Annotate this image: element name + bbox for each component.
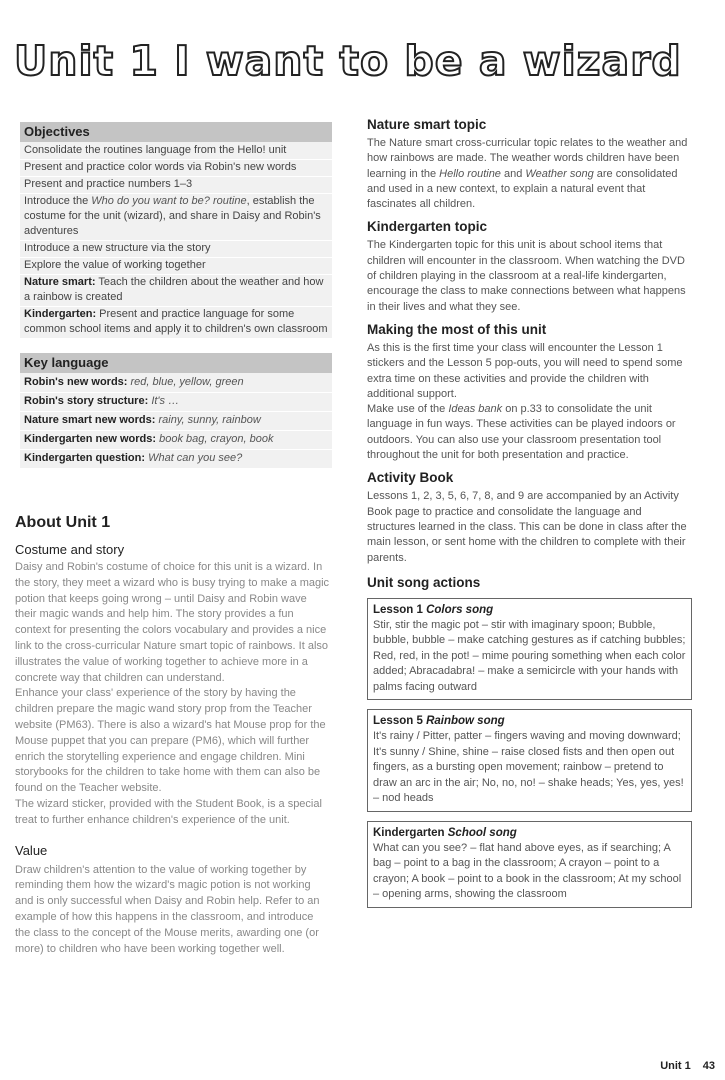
key-language-item: Kindergarten question: What can you see? [20, 450, 332, 469]
value-heading: Value [15, 842, 48, 858]
song-box-kindergarten [367, 821, 692, 908]
key-language-item: Robin's new words: red, blue, yellow, green [20, 374, 332, 393]
objective-item: Present and practice color words via Robin's new words [20, 160, 332, 177]
footer-unit: Unit 1 [660, 1060, 691, 1072]
key-language-item: Kindergarten new words: book bag, crayon, book [20, 431, 332, 450]
nature-paragraph: The Nature smart cross-curricular topic relates to the weather and how rainbows are made. The weather words children have been learning in the Hello routine and Weather song are consolidated and used in a new context, to explain a natural event that fascinates all children. [367, 137, 688, 211]
song-title: Kindergarten School song [373, 826, 517, 839]
objective-item: Consolidate the routines language from the Hello! unit [20, 143, 332, 160]
making-most-paragraph: As this is the first time your class will encounter the Lesson 1 stickers and the Lesson 5 pop-outs, you will need to spend some extra time on these activities and provide the children with additional support. [367, 341, 683, 400]
key-language-item: Nature smart new words: rainy, sunny, rainbow [20, 412, 332, 431]
left-column [15, 122, 332, 955]
objectives-heading: Objectives [20, 122, 332, 142]
song-text: What can you see? – flat hand above eyes, as if searching; A bag – point to a bag in the classroom; A crayon – point to a crayon; A book – point to a book in the classroom; At my school – opening arms, showing the classroom [373, 841, 682, 901]
activity-book-paragraph: Lessons 1, 2, 3, 5, 6, 7, 8, and 9 are accompanied by an Activity Book page to practice and consolidate the language and structures learned in the class. This can be done in class after the main lesson, or sent home with the children to complete with their parents. [367, 490, 687, 564]
page-title: Unit 1 I want to be a wizard [14, 37, 682, 85]
kindergarten-heading: Kindergarten topic [367, 219, 488, 235]
about-unit-section [15, 514, 331, 957]
page-number: 43 [702, 1060, 715, 1072]
objective-item: Kindergarten: Present and practice language for some common school items and apply it to children's own classroom [20, 307, 332, 339]
nature-heading: Nature smart topic [367, 117, 487, 132]
song-title: Lesson 5 Rainbow song [373, 715, 505, 728]
costume-paragraph: The wizard sticker, provided with the Student Book, is a special treat to further enhance children's experience of the unit. [15, 797, 322, 826]
costume-paragraph: Enhance your class' experience of the story by having the children prepare the magic wand story prop from the Teacher website (PM63). There is also a wizard's hat Mouse prop for the Mouse puppet that you can prepare (PM6), which will further enrich the storytelling experience and engage children. Mini storybooks for the children to take home with them can also be found on the Teacher website. [15, 687, 326, 795]
key-language-item: Robin's story structure: It's … [20, 393, 332, 412]
key-language-heading: Key language [20, 353, 332, 373]
song-box-lesson-1 [367, 598, 692, 701]
page-footer [648, 1060, 715, 1072]
objective-item: Introduce a new structure via the story [20, 241, 332, 258]
key-language-box [20, 353, 332, 469]
song-title: Lesson 1 Colors song [373, 603, 494, 616]
costume-heading: Costume and story [15, 542, 125, 557]
making-most-heading: Making the most of this unit [367, 321, 547, 337]
objective-item: Nature smart: Teach the children about the weather and how a rainbow is created [20, 275, 332, 307]
objective-item: Present and practice numbers 1–3 [20, 177, 332, 194]
making-most-paragraph: Make use of the Ideas bank on p.33 to consolidate the unit language in fun ways. These activities can be played indoors or outdoors. You can also use your classroom presentation tool throughout the unit for both presentation and practice. [367, 403, 676, 462]
objective-item: Introduce the Who do you want to be? routine, establish the costume for the unit (wizard), and share in Daisy and Robin's adventures [20, 194, 332, 241]
song-actions-heading: Unit song actions [367, 574, 481, 590]
kindergarten-paragraph: The Kindergarten topic for this unit is about school items that children will encounter in the classroom. When watching the DVD of children playing in the classroom at a real-life kindergarten, encourage the class to make connections between what happens in their lives and what they see. [367, 239, 686, 313]
activity-book-heading: Activity Book [367, 470, 454, 486]
song-text: It's rainy / Pitter, patter – fingers waving and moving downward; It's sunny / Shine, shine – raise closed fists and then open out fingers, as a bursting open movement; rainbow – pretend to draw an arc in the air; No, no, no! – shake heads; Yes, yes, yes! – nod heads [373, 730, 684, 805]
song-text: Stir, stir the magic pot – stir with imaginary spoon; Bubble, bubble, bubble – make catching gestures as if catching bubbles; Red, red, in the pot! – mime pouring something when each color added; Abracadabra! – make a semicircle with your hands with palms facing outward [373, 618, 686, 693]
song-box-lesson-5 [367, 709, 692, 812]
right-column [367, 116, 692, 917]
costume-paragraph: Daisy and Robin's costume of choice for this unit is a wizard. In the story, they meet a wizard who is busy trying to make a magic potion that keeps going wrong – until Daisy and Robin wave their magic wands and help him. The story provides a fun context for presenting the colors vocabulary and provides a nice link to the cross-curricular Nature smart topic of rainbows. It also illustrates the value of working together to achieve more in a concrete way that children can understand. [15, 561, 330, 684]
objective-item: Explore the value of working together [20, 258, 332, 275]
value-paragraph: Draw children's attention to the value of working together by reminding them how the wizard's magic potion is not working and is only successful when Daisy and Robin help. Refer to an example of how this happens in the classroom, and introduce the class to the concept of the Mouse merits, awarding one (or more) to children who have been working together well. [15, 863, 320, 955]
about-heading: About Unit 1 [15, 514, 111, 531]
objectives-box [20, 122, 332, 339]
